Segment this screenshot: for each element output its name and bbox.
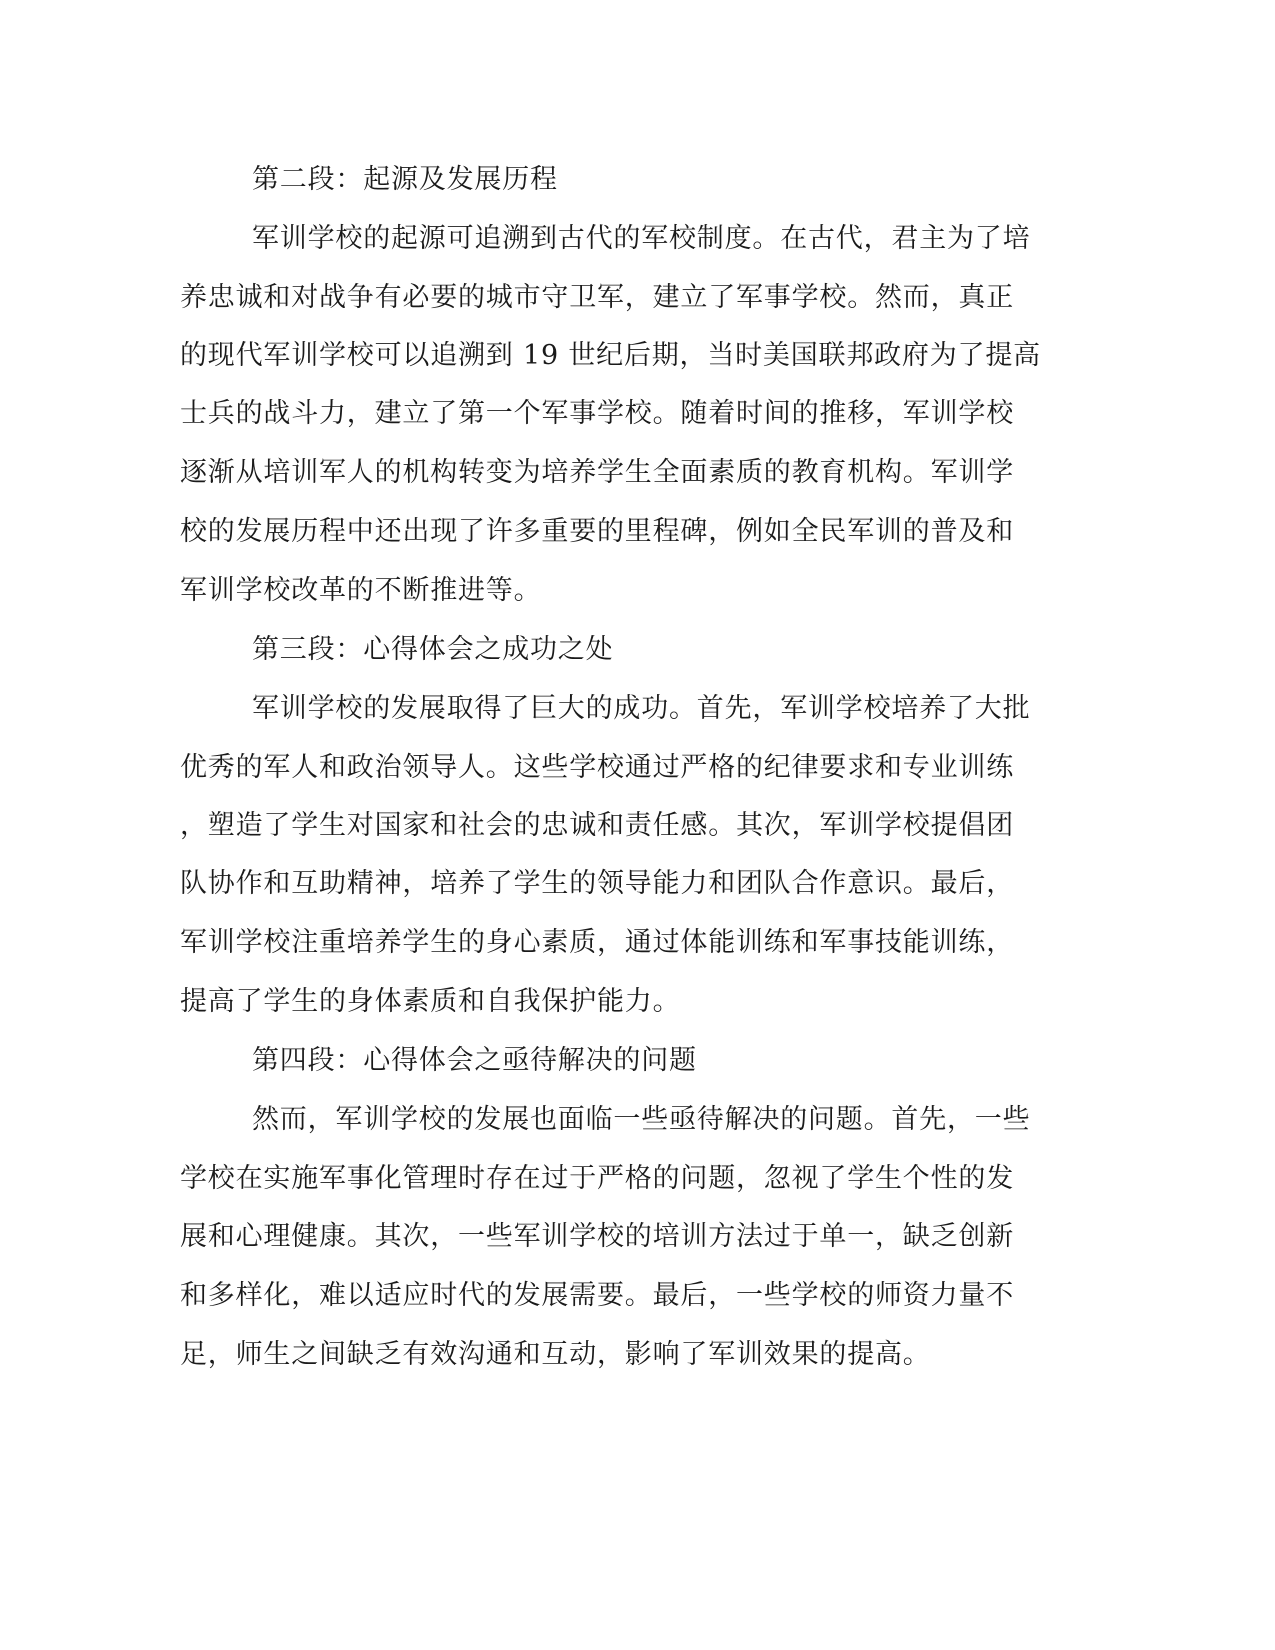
section-heading: 第二段：起源及发展历程 xyxy=(252,164,558,195)
paragraph-line: 展和心理健康。其次，一些军训学校的培训方法过于单一，缺乏创新 xyxy=(180,1221,1014,1252)
paragraph-line: 士兵的战斗力，建立了第一个军事学校。随着时间的推移，军训学校 xyxy=(180,398,1014,429)
paragraph-line: ，塑造了学生对国家和社会的忠诚和责任感。其次，军训学校提倡团 xyxy=(180,810,1014,841)
paragraph-line: 养忠诚和对战争有必要的城市守卫军，建立了军事学校。然而，真正 xyxy=(180,282,1014,313)
paragraph-line: 和多样化，难以适应时代的发展需要。最后，一些学校的师资力量不 xyxy=(180,1280,1014,1311)
section-heading: 第三段：心得体会之成功之处 xyxy=(252,634,614,665)
paragraph-line: 优秀的军人和政治领导人。这些学校通过严格的纪律要求和专业训练 xyxy=(180,752,1014,783)
paragraph-line: 校的发展历程中还出现了许多重要的里程碑，例如全民军训的普及和 xyxy=(180,516,1014,547)
paragraph-line: 军训学校的起源可追溯到古代的军校制度。在古代，君主为了培 xyxy=(252,223,1031,254)
paragraph-line: 军训学校改革的不断推进等。 xyxy=(180,575,542,606)
paragraph-line: 军训学校的发展取得了巨大的成功。首先，军训学校培养了大批 xyxy=(252,693,1031,724)
paragraph-line: 的现代军训学校可以追溯到 19 世纪后期，当时美国联邦政府为了提高 xyxy=(180,340,1041,371)
paragraph-line: 学校在实施军事化管理时存在过于严格的问题，忽视了学生个性的发 xyxy=(180,1163,1014,1194)
paragraph-line: 军训学校注重培养学生的身心素质，通过体能训练和军事技能训练， xyxy=(180,927,1014,958)
paragraph-line: 然而，军训学校的发展也面临一些亟待解决的问题。首先，一些 xyxy=(252,1104,1031,1135)
paragraph-line: 足，师生之间缺乏有效沟通和互动，影响了军训效果的提高。 xyxy=(180,1339,931,1370)
paragraph-line: 队协作和互助精神，培养了学生的领导能力和团队合作意识。最后， xyxy=(180,868,1014,899)
paragraph-line: 逐渐从培训军人的机构转变为培养学生全面素质的教育机构。军训学 xyxy=(180,457,1014,488)
section-heading: 第四段：心得体会之亟待解决的问题 xyxy=(252,1045,697,1076)
paragraph-line: 提高了学生的身体素质和自我保护能力。 xyxy=(180,986,681,1017)
